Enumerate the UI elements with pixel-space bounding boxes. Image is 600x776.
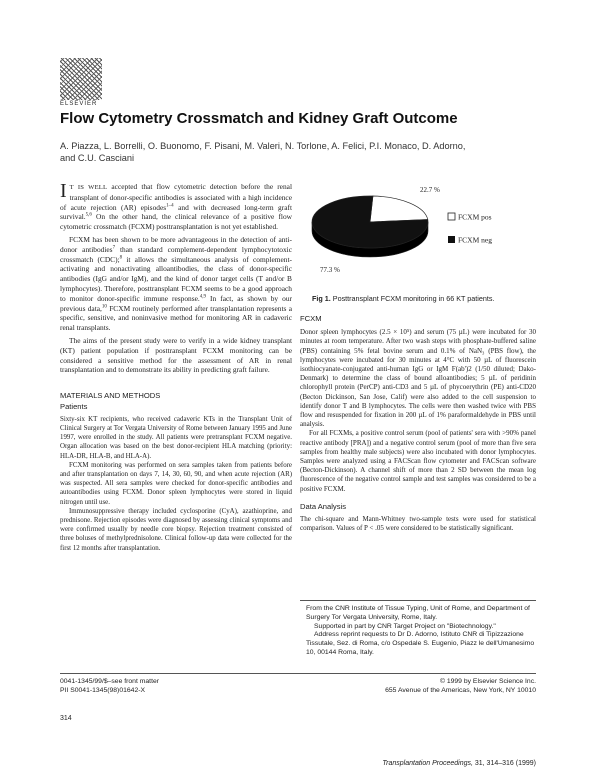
pii-text: PII S0041-1345(98)01642-X [60,686,146,694]
intro-paragraph-3: The aims of the present study were to verify in a wide kidney transplant (KT) patient population if posttransplant FCXM monitoring can be considered a sensitive method for the assessment of AR in renal transplantation and to demonstrate its ability in predicting graft failure. [60,335,292,375]
methods-heading: MATERIALS AND METHODS [60,391,161,401]
intro-paragraph-2: FCXM has been shown to be more advantageous in the detection of anti-donor antibodies$^7$ than standard complement-dependent lymphocytotoxic crossmatch (CDC);$^8$ it allows the simultaneous analysis of complement-activating and nonactivating alloantibodies, the class of donor-specific antibodies (IgG and/or IgM), and the kind of donor target cells (T and/or B lymphocytes). Therefore, posttransplant FCXM seems to be a good approach to monitor donor-specific immune response.$^{4,9}$ In fact, as shown by our previous data,$^{10}$ FCXM routinely performed after transplantation represents a specific, sensitive, and noninvasive method for monitoring AR in cadaveric renal transplants. [60,234,293,333]
issn-text: 0041-1345/99/$–see front matter [60,678,159,685]
left-column [60,182,292,553]
publisher-address: 655 Avenue of the Americas, New York, NY 10010 [385,686,536,694]
slice-label-pos: 22.7 % [420,186,440,194]
reprint-address: Address reprint requests to Dr D. Adorno, Istituto CNR di Tipizzazione Tissutale, Sez. di Roma, c/o Ospedale S. Eugenio, Piazz le dell'Umanesimo 10, 00144 Roma, Italy. [306,631,535,656]
footnote-rule [300,600,536,601]
patients-paragraph-3: Immunosuppressive therapy included cyclosporine (CyA), azathioprine, and prednisone. Rejection episodes were diagnosed by assessing clinical symptoms and were confirmed usually by needle core biopsy. Rejection treatment consisted of three boluses of methylprednisolone. Clinical follow-up data were collected for the first 12 months after transplantation. [60,507,292,552]
authors-line-2: and C.U. Casciani [60,152,135,163]
publisher-logo-text: ELSEVIER [60,101,98,107]
elsevier-logo [60,58,102,100]
patients-paragraph-2: FCXM monitoring was performed on sera samples taken from patients before and after transplantation on days 7, 14, 30, 60, 90, and when acute rejection (AR) was suspected. All sera samples were checked for donor-specific antibodies and autoantibodies using FCXM. Donor spleen lymphocytes were stored in liquid nitrogen until use. [60,461,292,506]
fcxm-heading: FCXM [300,314,322,323]
patients-paragraph-1: Sixty-six KT recipients, who received cadaveric KTs in the Transplant Unit of Clinical Surgery at Tor Vergata University of Rome between January 1995 and June 1997, were enrolled in the study. All patients were pretransplant FCXM negative. Organ allocation was based on the best donor-recipient HLA matching (priority: HLA-DR, HLA-B, and HLA-A). [60,415,292,460]
footer-issn-block [60,678,159,696]
right-column [300,314,536,533]
page-number: 314 [60,715,72,722]
support-text: Supported in part by CNR Target Project on "Biotechnology." [314,622,496,630]
analysis-paragraph: The chi-square and Mann-Whitney two-sample tests were used for statistical comparison. Values of P < .05 were considered to be statistically significant. [300,515,536,533]
drop-cap: I [60,180,67,202]
authors-line-1: A. Piazza, L. Borrelli, O. Buonomo, F. Pisani, M. Valeri, N. Torlone, A. Felici, P.I. Monaco, D. Adorno, [60,141,466,151]
pie-slices [312,196,428,257]
slice-label-neg: 77.3 % [320,266,340,274]
copyright-text: © 1999 by Elsevier Science Inc. [439,678,536,685]
pie-slice-fcxm-pos [370,196,428,222]
affiliation-text: From the CNR Institute of Tissue Typing, Unit of Rome, and Department of Surgery Tor Vergata University, Rome, Italy. [306,605,530,621]
footer-rule [60,673,536,674]
fcxm-pie-chart [298,180,548,290]
analysis-heading: Data Analysis [300,501,347,511]
fcxm-paragraph-1: Donor spleen lymphocytes (2.5 × 10⁵) and serum (75 µL) were incubated for 30 minutes at room temperature. After two wash steps with phosphate-buffered saline (PBS) containing 5% fetal bovine serum and 0.1% of NaN₃ (PBS flow), the lymphocytes were incubated for 30 minutes at 4°C with 50 µL of fluorescein isothiocyanate-conjugated anti-human IgG or IgM F(ab')2 (1/50 diluted; Dako-Denmark) to determine the class of bound alloantibodies; 5 µL of peridinin chlorophyll protein (PerCP) anti-CD3 and 5 µL of phycoerythrin (PE) anti-CD20 (Becton Dickinson, San Jose, Calif) were also added to the cell suspension to identify donor T and B lymphocytes. The cells were then washed twice with PBS flow and resuspended for fixation in 200 µL of 1% paraformaldehyde in PBS until analysis. [300,328,536,429]
article-title: Flow Cytometry Crossmatch and Kidney Graft Outcome [60,110,458,127]
legend-label-neg: FCXM neg [458,235,492,245]
fcxm-paragraph-2: For all FCXMs, a positive control serum (pool of patients' sera with >90% panel reactive antibody [PRA]) and a negative control serum (pool of more than five sera samples from healthy male subjects) were also incubated with donor lymphocytes. Samples were analyzed using a FACScan flow cytometer and FACScan software (Becton-Dickinson). A channel shift of more than 2 SD between the mean log fluorescence of the negative control sample and test samples was considered to be a positive FCXM. [300,429,536,493]
journal-citation: Transplantation Proceedings, 31, 314–316 (1999) [382,760,536,767]
figure-caption: Fig 1. Posttransplant FCXM monitoring in 66 KT patients. [312,294,495,303]
legend-swatch-neg [448,236,455,243]
patients-heading: Patients [60,401,88,411]
legend-swatch-pos [448,213,455,220]
intro-paragraph-1: I T IS WELL accepted that flow cytometric detection before the renal transplant of donor-specific antibodies is associated with a high incidence of acute rejection (AR) episodes$^{1-4}$ and with decreased long-term graft survival.$^{5,6}$ On the other hand, the clinical relevance of a positive flow cytometric crossmatch (FCXM) posttransplantation is not yet established. [60,180,292,232]
article-authors [60,141,540,164]
affiliation-footnote [306,605,536,658]
footer-publisher-block [385,678,536,696]
legend-label-pos: FCXM pos [458,212,492,222]
